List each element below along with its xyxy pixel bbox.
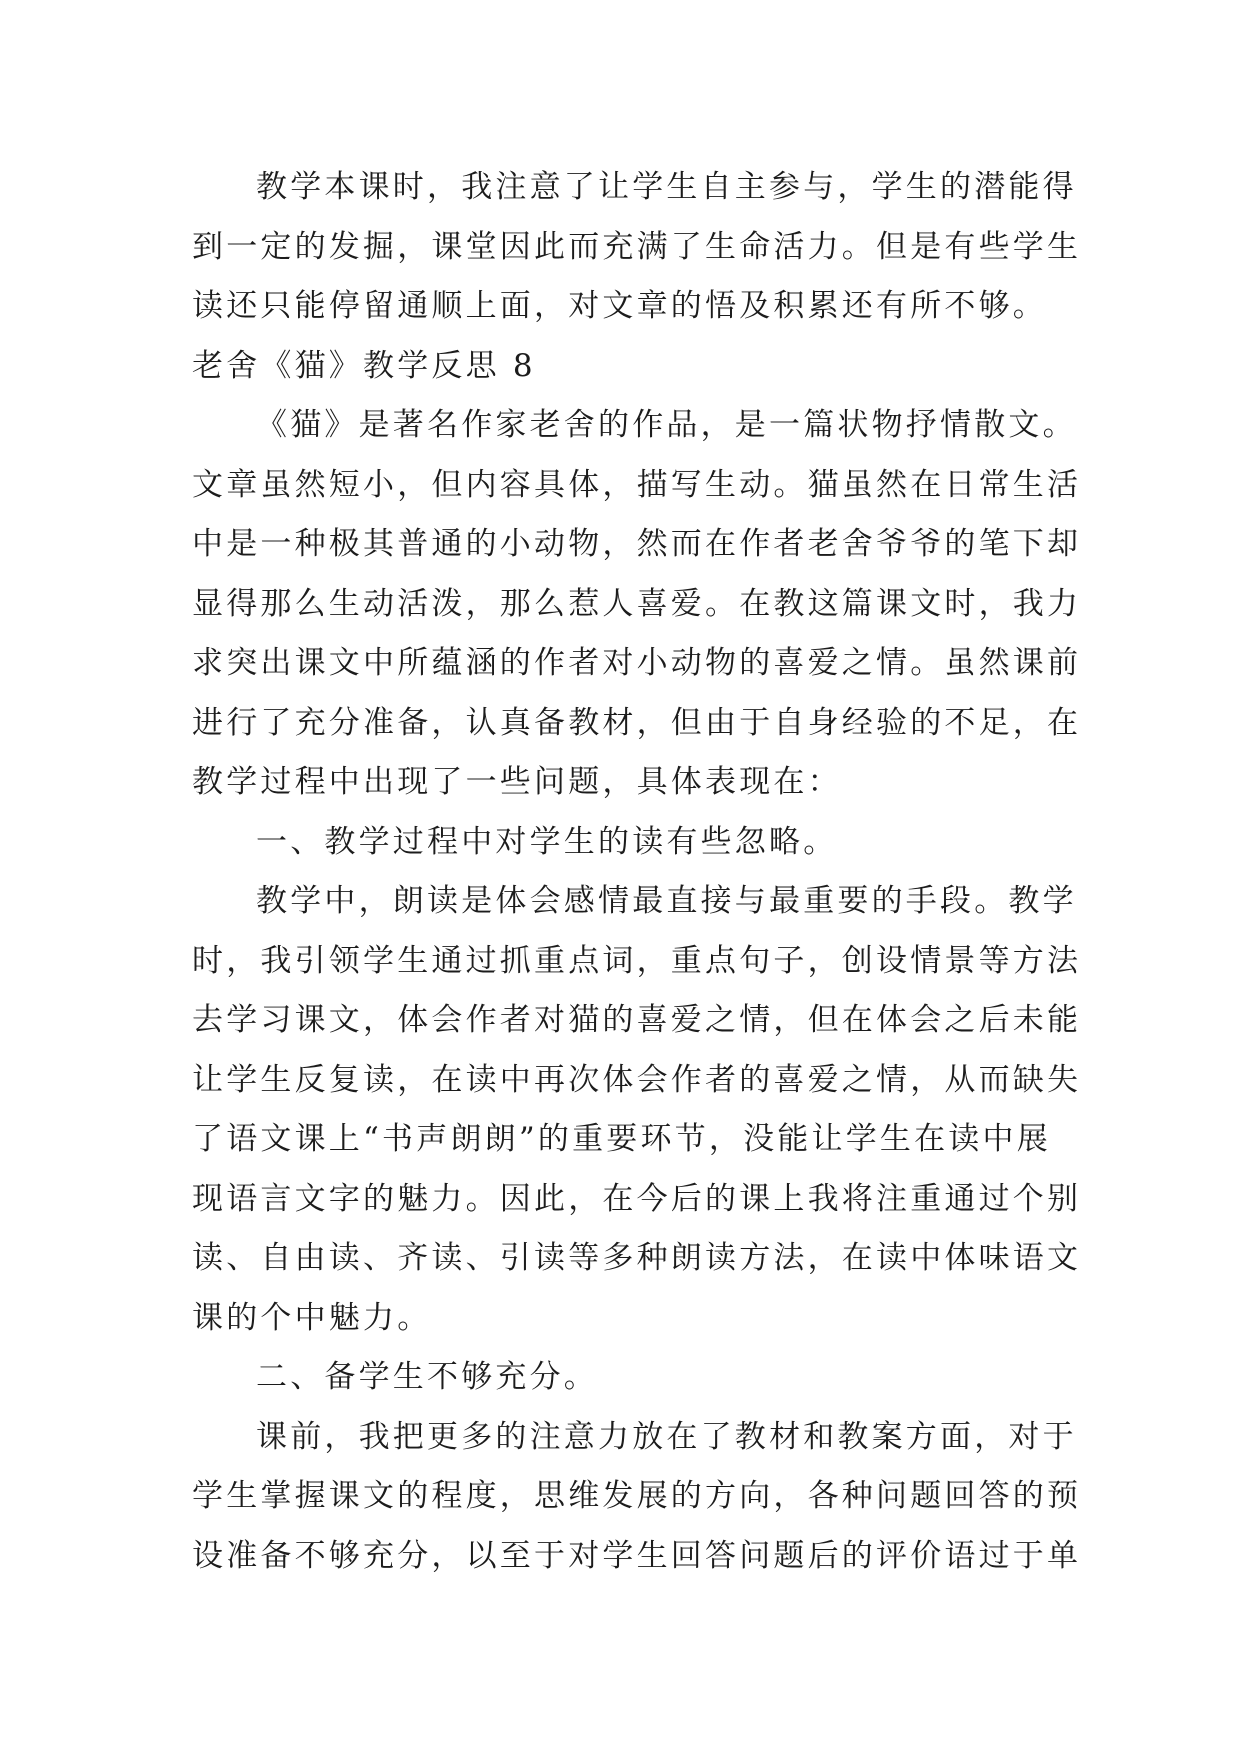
text-line: 现语言文字的魅力。因此，在今后的课上我将注重通过个别 xyxy=(192,1180,1082,1217)
text-line: 课的个中魅力。 xyxy=(192,1299,432,1336)
document-body xyxy=(192,158,1082,1586)
subheading-1 xyxy=(192,813,1072,873)
text-line: 到一定的发掘，课堂因此而充满了生命活力。但是有些学生 xyxy=(192,228,1082,265)
text-line: 学生掌握课文的程度，思维发展的方向，各种问题回答的预 xyxy=(192,1478,1082,1514)
text-line: 让学生反复读，在读中再次体会作者的喜爱之情，从而缺失 xyxy=(192,1061,1082,1098)
text-line: 求突出课文中所蕴涵的作者对小动物的喜爱之情。虽然课前 xyxy=(192,645,1082,681)
paragraph-body-3 xyxy=(192,1408,1082,1587)
text-line: 教学中，朗读是体会感情最直接与最重要的手段。教学 xyxy=(256,883,1077,919)
text-line: 课前，我把更多的注意力放在了教材和教案方面，对于 xyxy=(256,1418,1077,1455)
paragraph-body-1 xyxy=(192,396,1082,813)
text-line: 去学习课文，体会作者对猫的喜爱之情，但在体会之后未能 xyxy=(192,1002,1082,1038)
subheading-2 xyxy=(192,1348,1072,1408)
text-line: 进行了充分准备，认真备教材，但由于自身经验的不足，在 xyxy=(192,704,1082,741)
text-line: 教学过程中出现了一些问题，具体表现在： xyxy=(192,764,842,800)
text-line: 设准备不够充分，以至于对学生回答问题后的评价语过于单 xyxy=(192,1537,1082,1574)
text-line: 《猫》是著名作家老舍的作品，是一篇状物抒情散文。 xyxy=(256,407,1077,443)
heading-text: 老舍《猫》教学反思 8 xyxy=(192,347,536,384)
text-line: 读、自由读、齐读、引读等多种朗读方法，在读中体味语文 xyxy=(192,1240,1082,1276)
text-line: 读还只能停留通顺上面，对文章的悟及积累还有所不够。 xyxy=(192,288,1047,324)
subheading-text: 一、教学过程中对学生的读有些忽略。 xyxy=(256,823,838,860)
subheading-text: 二、备学生不够充分。 xyxy=(256,1359,598,1395)
paragraph-body-2 xyxy=(192,872,1082,1348)
text-line: 中是一种极其普通的小动物，然而在作者老舍爷爷的笔下却 xyxy=(192,526,1082,562)
section-heading xyxy=(192,337,1072,397)
text-line: 时，我引领学生通过抓重点词，重点句子，创设情景等方法 xyxy=(192,942,1082,979)
text-line: 了语文课上“书声朗朗”的重要环节，没能让学生在读中展 xyxy=(192,1121,1051,1157)
text-line: 显得那么生动活泼，那么惹人喜爱。在教这篇课文时，我力 xyxy=(192,585,1082,622)
text-line: 教学本课时，我注意了让学生自主参与，学生的潜能得 xyxy=(256,169,1077,205)
paragraph-intro xyxy=(192,158,1082,337)
text-line: 文章虽然短小，但内容具体，描写生动。猫虽然在日常生活 xyxy=(192,466,1082,503)
